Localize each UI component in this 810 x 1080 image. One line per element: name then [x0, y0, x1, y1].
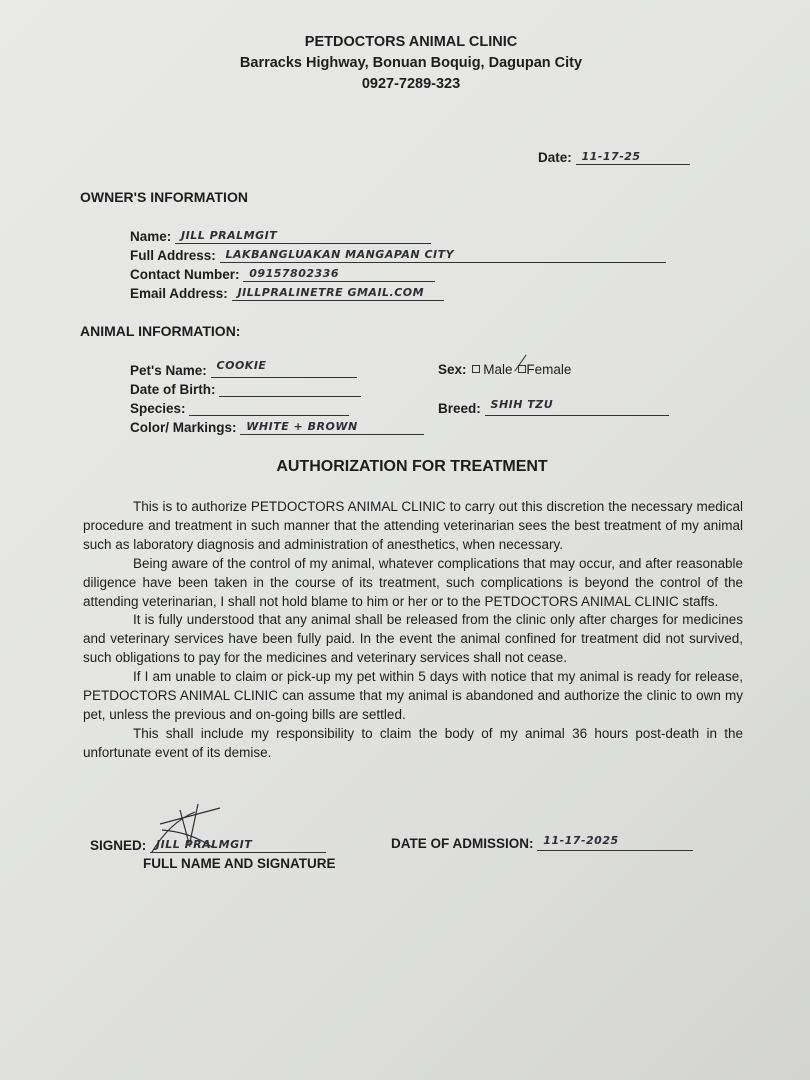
authorization-paragraph: This is to authorize PETDOCTORS ANIMAL CLINIC to carry out this discretion the necessary medical procedure and treatment in such manner that the attending veterinarian sees the best treatment of my animal such as laboratory diagnosis and administration of anesthetics, when necessary.: [83, 499, 743, 552]
authorization-paragraph: Being aware of the control of my animal, whatever complications that may occur, and after reasonable diligence have been taken in the course of its treatment, such complications is beyond the control of the attending veterinarian, I shall not hold blame to him or her or to the PETDOCTORS ANIMAL CLINIC staffs.: [83, 555, 743, 609]
sex-label: Sex:: [438, 362, 467, 377]
breed-label: Breed:: [438, 401, 481, 416]
authorization-paragraph: This shall include my responsibility to claim the body of my animal 36 hours post-death in the unfortunate event of its demise.: [83, 725, 743, 760]
color-field[interactable]: [130, 419, 424, 435]
owner-email-label: Email Address:: [130, 286, 228, 301]
checkbox-empty-icon: [472, 365, 480, 373]
dob-label: Date of Birth:: [130, 382, 216, 397]
clinic-name: PETDOCTORS ANIMAL CLINIC: [304, 34, 518, 50]
animal-section-title: ANIMAL INFORMATION:: [80, 323, 241, 339]
date-value: 11-17-25: [581, 150, 641, 163]
authorization-paragraph: If I am unable to claim or pick-up my pet within 5 days with notice that my animal is ready for release, PETDOCTORS ANIMAL CLINIC can assume that my animal is abandoned and authorize the clinic to own my pet, unless the previous and on-going bills are settled.: [83, 669, 743, 722]
owner-contact-field[interactable]: [130, 266, 435, 282]
pet-name-field[interactable]: [130, 359, 357, 378]
signature-caption: FULL NAME AND SIGNATURE: [143, 856, 336, 871]
admission-date-label: DATE OF ADMISSION:: [391, 836, 534, 851]
signature-scribble-icon: [150, 802, 230, 862]
male-label: Male: [483, 362, 513, 377]
owner-section-title: OWNER'S INFORMATION: [80, 189, 248, 205]
clinic-address: Barracks Highway, Bonuan Boquig, Dagupan City: [239, 55, 583, 71]
date-field[interactable]: [538, 149, 690, 165]
owner-email-value: JILLPRALINETRE GMAIL.COM: [237, 286, 425, 299]
male-checkbox[interactable]: [470, 362, 512, 377]
authorization-paragraph: It is fully understood that any animal shall be released from the clinic only after charges for medicines and veterinary services have been fully paid. In the event the animal confined for treatment did not survived, such obligations to pay for the medicines and veterinary services shall not cease.: [83, 612, 743, 666]
breed-value: SHIH TZU: [490, 398, 554, 411]
pet-name-label: Pet's Name:: [130, 363, 207, 378]
signed-label: SIGNED:: [90, 838, 147, 853]
species-label: Species:: [130, 401, 186, 416]
breed-field[interactable]: [438, 400, 669, 416]
owner-name-label: Name:: [130, 229, 172, 244]
color-value: WHITE + BROWN: [246, 420, 358, 433]
signed-field[interactable]: [90, 837, 326, 853]
owner-address-field[interactable]: [130, 247, 666, 263]
authorization-title: AUTHORIZATION FOR TREATMENT: [276, 458, 548, 475]
authorization-body: [83, 498, 743, 763]
date-label: Date:: [538, 150, 572, 165]
owner-contact-label: Contact Number:: [130, 267, 240, 282]
owner-name-field[interactable]: [130, 228, 431, 244]
clinic-phone: 0927-7289-323: [361, 76, 461, 92]
owner-name-value: JILL PRALMGIT: [181, 229, 278, 242]
species-field[interactable]: [130, 400, 349, 416]
admission-date-field[interactable]: [391, 835, 693, 851]
sex-field: [438, 362, 571, 377]
female-checkbox[interactable]: [516, 362, 571, 377]
dob-field[interactable]: [130, 381, 361, 397]
owner-email-field[interactable]: [130, 285, 444, 301]
admission-date-value: 11-17-2025: [543, 834, 619, 847]
signed-value: JILL PRALMGIT: [156, 838, 253, 851]
owner-address-label: Full Address:: [130, 248, 216, 263]
color-label: Color/ Markings:: [130, 420, 237, 435]
pet-name-value: COOKIE: [216, 359, 267, 372]
female-label: Female: [526, 362, 572, 377]
owner-address-value: LAKBANGLUAKAN MANGAPAN CITY: [225, 248, 455, 261]
owner-contact-value: 09157802336: [249, 267, 339, 280]
